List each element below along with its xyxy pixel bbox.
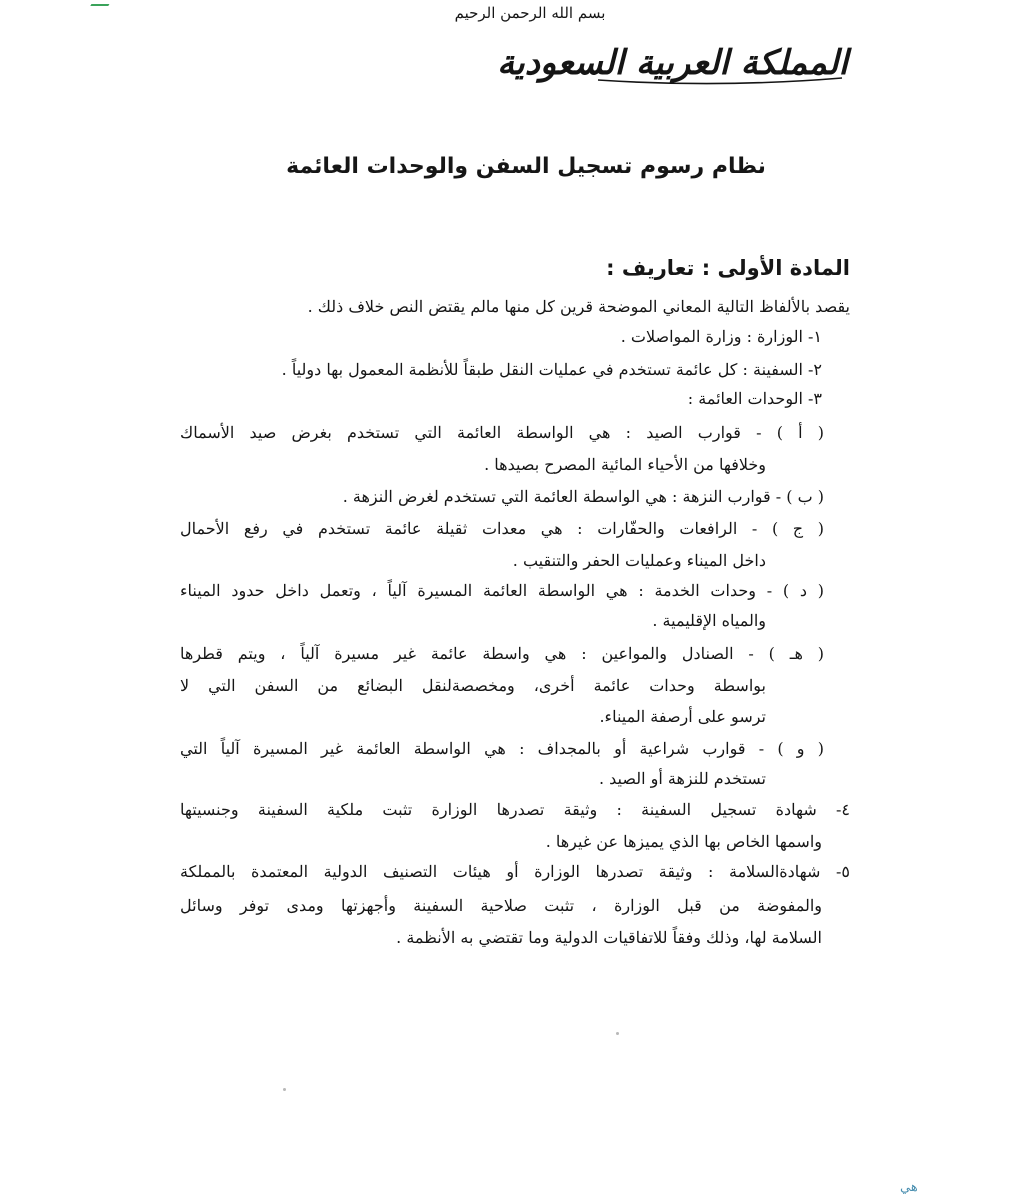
definition-safety-cert-line-3: السلامة لها، وذلك وفقاً للاتفاقيات الدولية وما تقتضي به الأنظمة . <box>396 928 822 947</box>
footer-mark: هي <box>900 1180 918 1195</box>
definition-safety-cert-line-1: ٥- شهادةالسلامة : وثيقة تصدرها الوزارة أو هيئات التصنيف الدولية المعتمدة بالمملكة <box>180 862 850 881</box>
item-service-units-line-2: والمياه الإقليمية . <box>652 611 766 630</box>
document-title: نظام رسوم تسجيل السفن والوحدات العائمة <box>286 154 766 179</box>
item-barges-line-2: بواسطة وحدات عائمة أخرى، ومخصصةلنقل البضائع من السفن التي لا <box>180 676 766 695</box>
item-service-units-line-1: ( د ) - وحدات الخدمة : هي الواسطة العائمة المسيرة آلياً ، وتعمل داخل حدود الميناء <box>180 581 824 600</box>
definition-registration-cert-line-1: ٤- شهادة تسجيل السفينة : وثيقة تصدرها الوزارة تثبت ملكية السفينة وجنسيتها <box>180 800 850 819</box>
item-sail-boats-line-2: تستخدم للنزهة أو الصيد . <box>598 769 766 788</box>
definition-floating-units: ٣- الوحدات العائمة : <box>687 389 822 408</box>
item-fishing-boats-line-1: ( أ ) - قوارب الصيد : هي الواسطة العائمة التي تستخدم بغرض صيد الأسماك <box>180 423 824 442</box>
scan-speck <box>283 1088 286 1091</box>
definition-ship: ٢- السفينة : كل عائمة تستخدم في عمليات النقل طبقاً للأنظمة المعمول بها دولياً . <box>281 360 822 379</box>
item-barges-line-3: ترسو على أرصفة الميناء. <box>599 707 766 726</box>
basmala: بسم الله الرحمن الرحيم <box>454 4 606 22</box>
item-sail-boats-line-1: ( و ) - قوارب شراعية أو بالمجداف : هي الواسطة العائمة غير المسيرة آلياً التي <box>180 739 824 758</box>
definition-ministry: ١- الوزارة : وزارة المواصلات . <box>620 327 822 346</box>
item-pleasure-boats: ( ب ) - قوارب النزهة : هي الواسطة العائمة التي تستخدم لغرض النزهة . <box>342 487 824 506</box>
article-heading: المادة الأولى : تعاريف : <box>606 256 850 280</box>
definition-safety-cert-line-2: والمفوضة من قبل الوزارة ، تثبت صلاحية السفينة وأجهزتها ومدى توفر وسائل <box>180 896 822 915</box>
item-cranes-line-1: ( ج ) - الرافعات والحفّارات : هي معدات ثقيلة عائمة تستخدم في رفع الأحمال <box>180 519 824 538</box>
item-fishing-boats-line-2: وخلافها من الأحياء المائية المصرح بصيدها . <box>484 455 766 474</box>
item-cranes-line-2: داخل الميناء وعمليات الحفر والتنقيب . <box>512 551 766 570</box>
definition-registration-cert-line-2: واسمها الخاص بها الذي يميزها عن غيرها . <box>545 832 822 851</box>
intro-text: يقصد بالألفاظ التالية المعاني الموضحة قرين كل منها مالم يقتض النص خلاف ذلك . <box>307 297 850 316</box>
kingdom-logo-text: المملكة العربية السعودية <box>497 43 848 83</box>
kingdom-logo <box>497 34 850 90</box>
item-barges-line-1: ( هـ ) - الصنادل والمواعين : هي واسطة عائمة غير مسيرة آلياً ، ويتم قطرها <box>180 644 824 663</box>
scan-speck <box>616 1032 619 1035</box>
